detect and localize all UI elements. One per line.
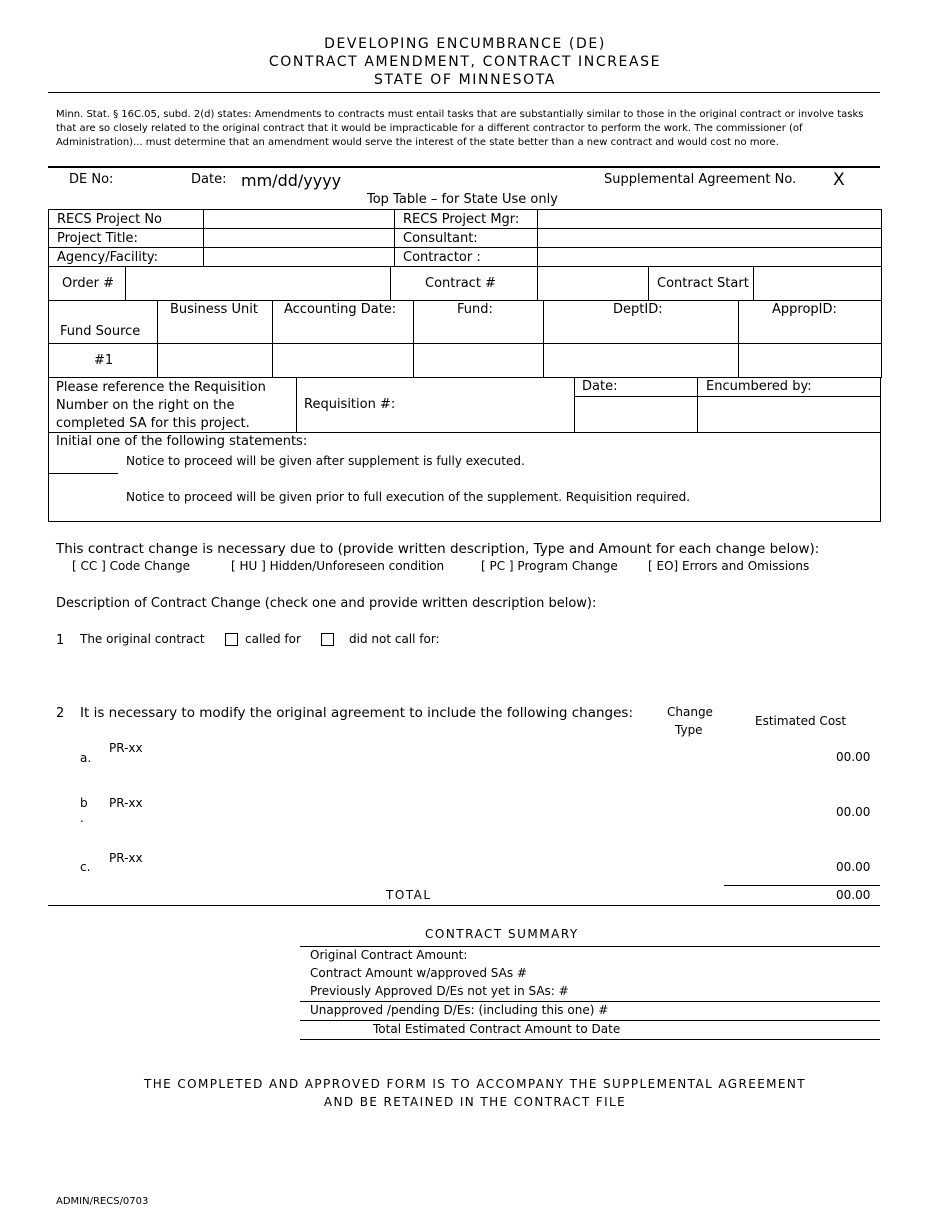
change-b-letter-tail: .	[80, 811, 84, 825]
change-type-header-2: Type	[675, 723, 703, 737]
requisition-number-field[interactable]	[392, 395, 568, 415]
called-for-label: called for	[245, 632, 301, 646]
recs-project-no-field[interactable]	[204, 210, 395, 229]
project-title-field[interactable]	[204, 229, 395, 248]
footer-line-2: AND BE RETAINED IN THE CONTRACT FILE	[323, 1095, 627, 1109]
legal-divider	[48, 166, 880, 168]
change-a-code[interactable]: PR-xx	[109, 741, 143, 755]
order-field[interactable]	[126, 267, 391, 301]
form-title-line2: CONTRACT AMENDMENT, CONTRACT INCREASE	[268, 54, 662, 70]
requisition-date-label: Date:	[582, 379, 618, 394]
agency-facility-field[interactable]	[204, 248, 395, 267]
form-title-line3: STATE OF MINNESOTA	[374, 72, 556, 88]
contract-label: Contract #	[391, 267, 538, 301]
date-label: Date:	[191, 172, 227, 187]
business-unit-field[interactable]	[158, 344, 273, 378]
initial-field-1[interactable]	[48, 454, 118, 473]
requisition-instruction-3: completed SA for this project.	[56, 416, 250, 431]
change-reason-text: This contract change is necessary due to (provide written description, Type and Amount for each change below):	[56, 541, 820, 557]
item-1-text: The original contract	[80, 632, 205, 646]
contract-field[interactable]	[538, 267, 649, 301]
footer-line-1: THE COMPLETED AND APPROVED FORM IS TO ACCOMPANY THE SUPPLEMENTAL AGREEMENT	[143, 1077, 807, 1091]
business-unit-header: Business Unit	[158, 301, 273, 344]
consultant-label: Consultant:	[395, 229, 538, 248]
initial-option-2: Notice to proceed will be given prior to full execution of the supplement. Requisition required.	[126, 490, 691, 504]
encumbered-by-field[interactable]	[699, 398, 879, 431]
requisition-date-field[interactable]	[576, 398, 696, 431]
change-type-header-1: Change	[667, 705, 713, 719]
code-cc: [ CC ] Code Change	[72, 559, 191, 573]
deptid-header: DeptID:	[544, 301, 739, 344]
agency-facility-label: Agency/Facility:	[49, 248, 204, 267]
project-title-label: Project Title:	[49, 229, 204, 248]
requisition-instruction-1: Please reference the Requisition	[56, 380, 266, 395]
change-c-cost[interactable]: 00.00	[836, 860, 871, 874]
initial-option-1: Notice to proceed will be given after supplement is fully executed.	[126, 454, 525, 468]
summary-previous-des: Previously Approved D/Es not yet in SAs: #	[310, 984, 569, 998]
total-top-rule	[724, 885, 880, 886]
recs-project-no-label: RECS Project No	[49, 210, 204, 229]
appropid-field[interactable]	[739, 344, 882, 378]
supplemental-agreement-label: Supplemental Agreement No.	[604, 172, 797, 187]
fund-header: Fund:	[414, 301, 544, 344]
code-pc: [ PC ] Program Change	[481, 559, 618, 573]
contract-start-label: Contract Start	[649, 267, 754, 301]
change-c-letter: c.	[80, 860, 91, 874]
deptid-field[interactable]	[544, 344, 739, 378]
fund-field[interactable]	[414, 344, 544, 378]
change-a-letter: a.	[80, 751, 92, 765]
header-divider	[48, 92, 880, 93]
summary-pending-des: Unapproved /pending D/Es: (including this one) #	[310, 1003, 609, 1017]
estimated-cost-header: Estimated Cost	[755, 714, 847, 728]
item-2-number: 2	[56, 706, 65, 721]
order-label: Order #	[49, 267, 126, 301]
statute-text: Minn. Stat. § 16C.05, subd. 2(d) states: Amendments to contracts must entail tasks that are substantially similar to those in the original contract or involve tasks that are so closely related to the original contract that it would be impracticable for a different contractor to perform the work. The commissioner (of Administration)... must determine that an amendment would serve the interest of the state better than a new contract and would cost no more.	[56, 109, 864, 148]
recs-project-mgr-label: RECS Project Mgr:	[395, 210, 538, 229]
called-for-checkbox[interactable]	[225, 633, 238, 646]
initial-statements-heading: Initial one of the following statements:	[56, 434, 308, 449]
appropid-header: AppropID:	[739, 301, 882, 344]
form-title-line1: DEVELOPING ENCUMBRANCE (DE)	[324, 36, 606, 52]
description-heading: Description of Contract Change (check one and provide written description below):	[56, 596, 597, 611]
summary-approved-sas: Contract Amount w/approved SAs #	[310, 966, 527, 980]
top-table-caption: Top Table – for State Use only	[367, 192, 558, 207]
change-b-cost[interactable]: 00.00	[836, 805, 871, 819]
total-label: TOTAL	[386, 888, 432, 902]
project-info-table	[48, 209, 882, 267]
requisition-instruction-2: Number on the right on the	[56, 398, 235, 413]
contract-summary-title: CONTRACT SUMMARY	[425, 927, 579, 941]
code-eo: [ EO] Errors and Omissions	[648, 559, 810, 573]
change-a-cost[interactable]: 00.00	[836, 750, 871, 764]
contractor-field[interactable]	[538, 248, 882, 267]
form-id: ADMIN/RECS/0703	[56, 1196, 149, 1207]
accounting-date-header: Accounting Date:	[273, 301, 414, 344]
fund-table	[48, 300, 882, 378]
total-bottom-rule	[48, 905, 880, 906]
did-not-call-for-label: did not call for:	[349, 632, 440, 646]
encumbered-by-label: Encumbered by:	[706, 379, 812, 394]
initial-line-1	[48, 473, 118, 474]
summary-total-estimated: Total Estimated Contract Amount to Date	[373, 1022, 621, 1036]
change-c-code[interactable]: PR-xx	[109, 851, 143, 865]
date-field[interactable]: mm/dd/yyyy	[241, 171, 342, 190]
fund-source-label: Fund Source	[49, 301, 158, 344]
recs-project-mgr-field[interactable]	[538, 210, 882, 229]
item-2-text: It is necessary to modify the original agreement to include the following changes:	[80, 705, 634, 721]
order-table	[48, 266, 882, 301]
code-hu: [ HU ] Hidden/Unforeseen condition	[231, 559, 445, 573]
contractor-label: Contractor :	[395, 248, 538, 267]
fund-row-label: #1	[49, 344, 158, 378]
contract-start-field[interactable]	[754, 267, 882, 301]
summary-original-amount: Original Contract Amount:	[310, 948, 468, 962]
initial-field-2[interactable]	[48, 490, 118, 509]
de-no-label: DE No:	[69, 172, 114, 187]
supplemental-agreement-number[interactable]: X	[833, 170, 845, 190]
change-b-code[interactable]: PR-xx	[109, 796, 143, 810]
requisition-number-label: Requisition #:	[304, 397, 396, 412]
consultant-field[interactable]	[538, 229, 882, 248]
total-value: 00.00	[836, 888, 871, 902]
did-not-call-for-checkbox[interactable]	[321, 633, 334, 646]
change-b-letter: b	[80, 796, 88, 810]
item-1-number: 1	[56, 633, 65, 648]
accounting-date-field[interactable]	[273, 344, 414, 378]
